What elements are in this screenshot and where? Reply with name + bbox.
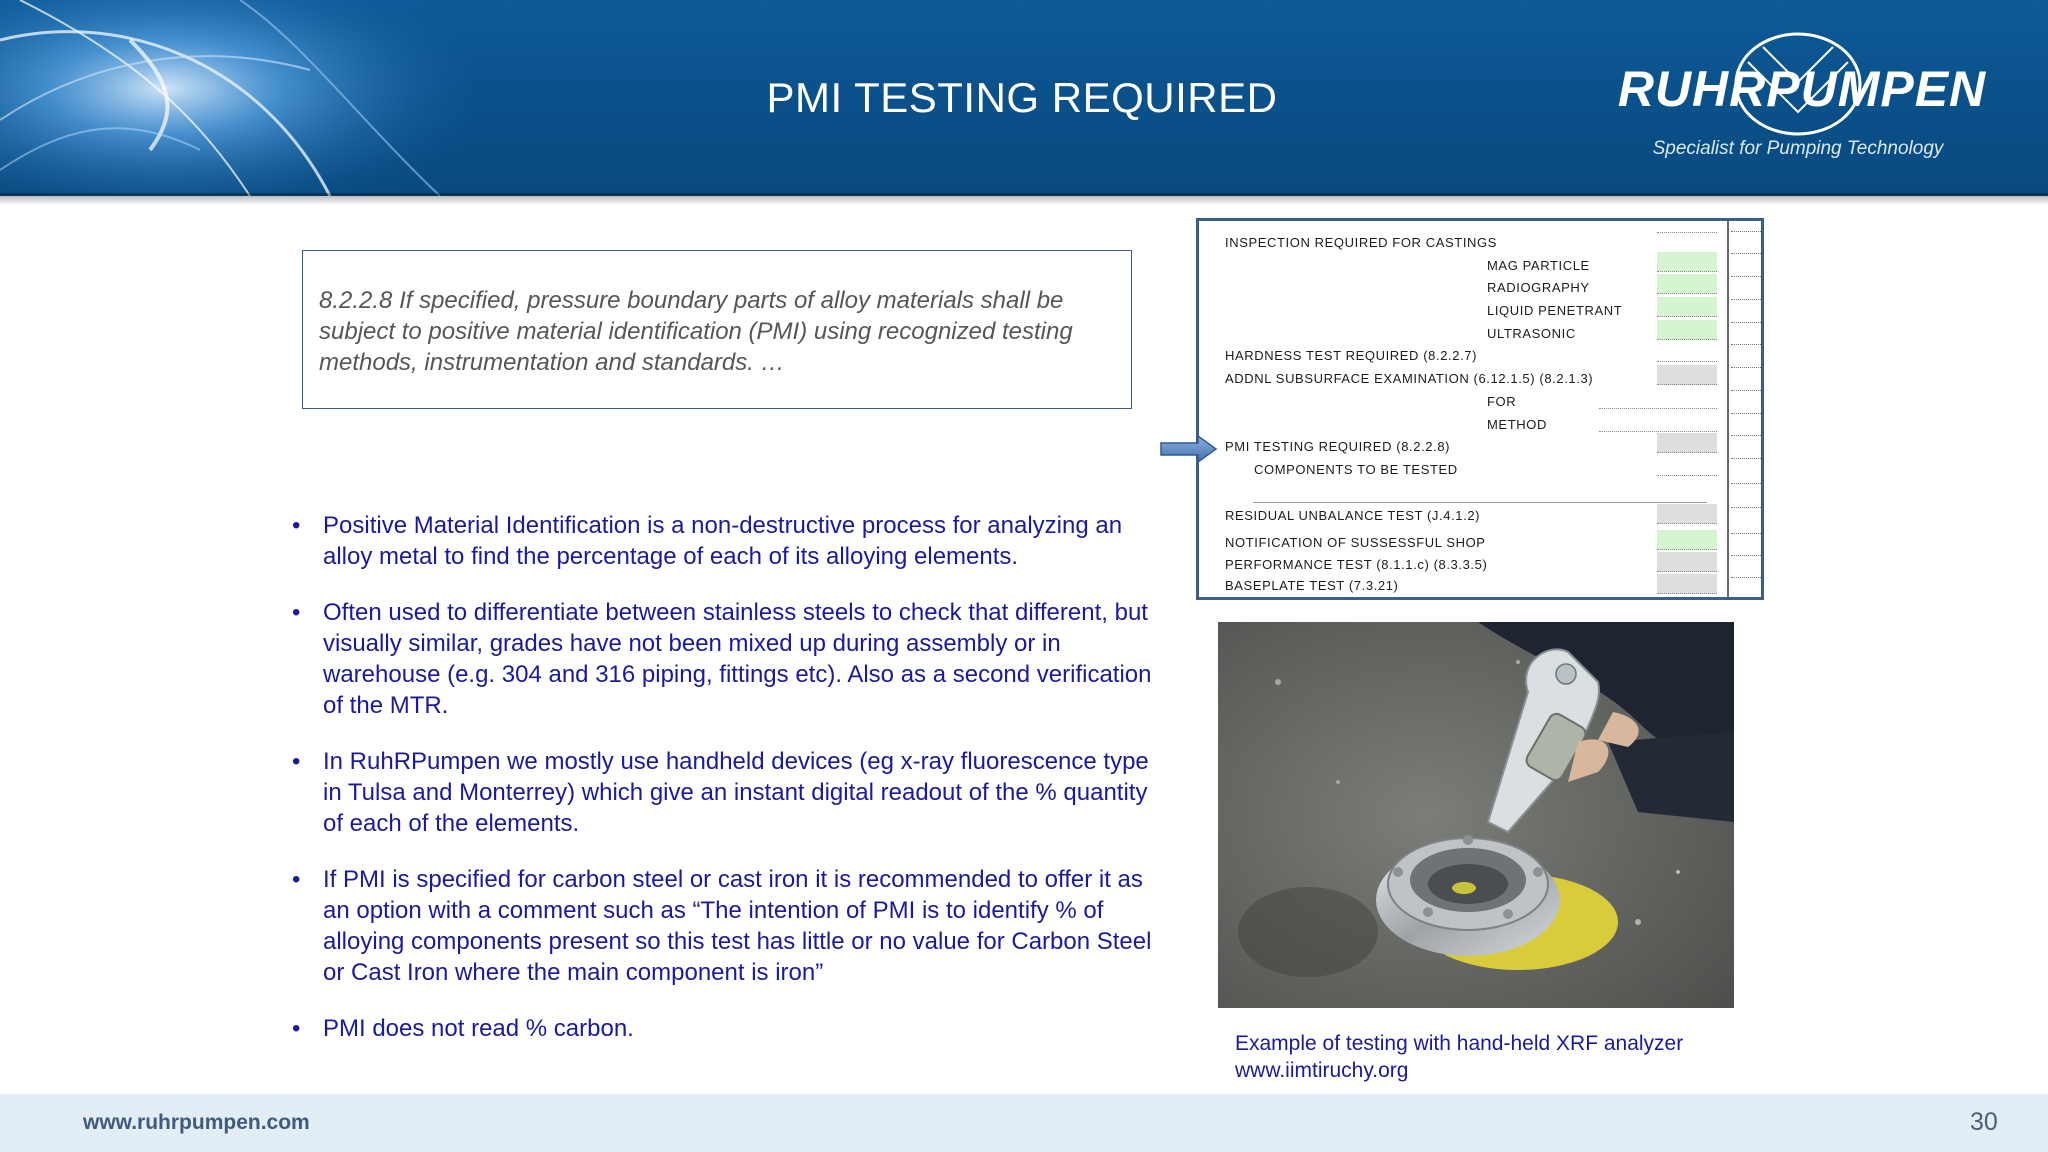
bullet-item [292, 746, 1172, 839]
form-tick [1731, 483, 1761, 484]
form-row-label: LIQUID PENETRANT [1487, 303, 1623, 318]
form-divider [1253, 502, 1707, 503]
form-tick [1731, 507, 1761, 508]
logo-tagline: Specialist for Pumping Technology [1652, 138, 1944, 159]
form-row-label: RESIDUAL UNBALANCE TEST (J.4.1.2) [1225, 508, 1481, 523]
footer-website-link[interactable]: www.ruhrpumpen.com [83, 1111, 310, 1134]
bullet-text: Often used to differentiate between stainless steels to check that different, but visually similar, grades have not been mixed up during assembly or in warehouse (e.g. 304 and 316 piping, fittings etc). Also as a second verification of the MTR. [323, 599, 1152, 719]
form-checkbox-cell [1657, 297, 1717, 317]
form-cell [1657, 342, 1717, 362]
arrow-right-icon [1160, 434, 1218, 464]
form-tick [1731, 413, 1761, 414]
slide-footer [0, 1094, 2048, 1152]
company-logo [1588, 22, 2008, 172]
form-row-label: COMPONENTS TO BE TESTED [1254, 462, 1458, 477]
form-row-label: METHOD [1487, 417, 1547, 432]
bullet-marker: • [292, 599, 301, 626]
form-column-divider [1727, 221, 1729, 600]
form-cell [1657, 456, 1717, 476]
form-fill-line [1599, 408, 1717, 409]
form-fill-line [1599, 431, 1717, 432]
form-tick [1731, 458, 1761, 459]
form-row-label: HARDNESS TEST REQUIRED (8.2.2.7) [1225, 348, 1478, 363]
bullet-item [292, 597, 1172, 721]
form-cell [1657, 221, 1717, 233]
form-tick [1731, 533, 1761, 534]
form-tick [1731, 344, 1761, 345]
form-tick [1731, 367, 1761, 368]
form-row-label: PERFORMANCE TEST (8.1.1.c) (8.3.3.5) [1225, 557, 1488, 572]
bullet-item [292, 1013, 1172, 1044]
form-checkbox-cell [1657, 574, 1717, 594]
form-tick [1731, 253, 1761, 254]
form-row-label: ADDNL SUBSURFACE EXAMINATION (6.12.1.5) (8.2.1.3) [1225, 371, 1594, 386]
form-row-label: NOTIFICATION OF SUSSESSFUL SHOP [1225, 535, 1486, 550]
form-checkbox-cell [1657, 530, 1717, 550]
form-tick [1731, 231, 1761, 232]
form-tick [1731, 276, 1761, 277]
photo-source-link[interactable]: www.iimtiruchy.org [1235, 1059, 1409, 1082]
form-checkbox-cell [1657, 252, 1717, 272]
slide-title: PMI TESTING REQUIRED [766, 74, 1278, 121]
form-tick [1731, 577, 1761, 578]
form-tick [1731, 435, 1761, 436]
bullet-text: PMI does not read % carbon. [323, 1015, 634, 1042]
form-row-label: ULTRASONIC [1487, 326, 1576, 341]
form-tick [1731, 390, 1761, 391]
form-checkbox-cell [1657, 274, 1717, 294]
bullet-marker: • [292, 748, 301, 775]
spec-quote-text: 8.2.2.8 If specified, pressure boundary parts of alloy materials shall be subject to positive material identification (PMI) using recognized testing methods, instrumentation and standards. … [319, 287, 1073, 376]
bullet-text: If PMI is specified for carbon steel or cast iron it is recommended to offer it as an option with a comment such as “The intention of PMI is to identify % of alloying components present so this test has little or no value for Carbon Steel or Cast Iron where the main component is iron” [323, 866, 1152, 986]
form-row-label: RADIOGRAPHY [1487, 280, 1590, 295]
bullet-marker: • [292, 512, 301, 539]
photo-caption [1235, 1030, 1755, 1084]
form-row-label: MAG PARTICLE [1487, 258, 1590, 273]
form-checkbox-cell [1657, 504, 1717, 524]
page-number: 30 [1970, 1108, 1998, 1136]
form-checkbox-cell [1657, 552, 1717, 572]
bullet-text: Positive Material Identification is a non-destructive process for analyzing an alloy metal to find the percentage of each of its alloying elements. [323, 512, 1123, 570]
form-tick [1731, 322, 1761, 323]
form-checkbox-cell [1657, 320, 1717, 340]
form-row-label: PMI TESTING REQUIRED (8.2.2.8) [1225, 439, 1451, 454]
form-tick [1731, 555, 1761, 556]
form-cell [1657, 365, 1717, 385]
form-tick [1731, 299, 1761, 300]
bullet-list [292, 510, 1172, 1069]
datasheet-form-excerpt [1196, 218, 1764, 600]
bullet-marker: • [292, 1015, 301, 1042]
xrf-analyzer-photo [1218, 622, 1734, 1008]
logo-wordmark: RUHRPUMPEN [1617, 61, 1987, 117]
form-row-label: INSPECTION REQUIRED FOR CASTINGS [1225, 235, 1498, 250]
slide-header [0, 0, 2048, 196]
form-row-label: BASEPLATE TEST (7.3.21) [1225, 578, 1399, 593]
bullet-text: In RuhRPumpen we mostly use handheld devices (eg x-ray fluorescence type in Tulsa and Monterrey) which give an instant digital readout of the % quantity of each of the elements. [323, 748, 1149, 837]
form-checkbox-cell [1657, 433, 1717, 453]
bullet-item [292, 510, 1172, 572]
spec-quote-box [302, 250, 1132, 409]
photo-caption-text: Example of testing with hand-held XRF analyzer [1235, 1032, 1684, 1055]
header-shadow [0, 193, 2048, 205]
form-row-label: FOR [1487, 394, 1517, 409]
decorative-swirl-graphic [0, 0, 470, 196]
bullet-item [292, 864, 1172, 988]
bullet-marker: • [292, 866, 301, 893]
